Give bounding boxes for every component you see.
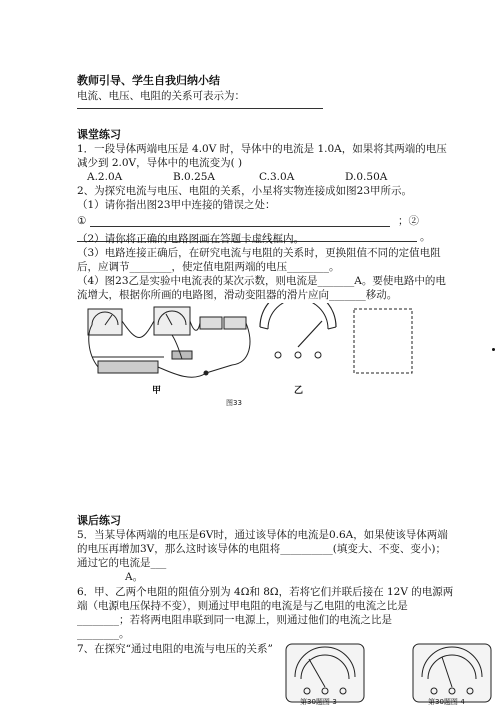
battery-icon xyxy=(200,317,222,329)
meter-figure-right xyxy=(412,643,492,705)
q2-sub2: （2）请你将正确的电路图画在答题卡虚线框内。 xyxy=(77,233,305,245)
q5-line4: A。 xyxy=(125,571,144,583)
q5-line1: 5．当某导体两端的电压是6V时，通过该导体的电流是0.6A，如果使该导体两端 xyxy=(77,529,448,541)
q1-option-c: C.3.0A xyxy=(259,171,295,183)
q6-line1: 6．甲、乙两个电阻的阻值分别为 4Ω和 8Ω，若将它们并联后接在 12V 的电源两 xyxy=(77,586,454,598)
class-practice-heading: 课堂练习 xyxy=(77,128,121,141)
q6-line3: ________；若将两电阻串联到同一电源上，则通过他们的电流之比是 xyxy=(77,614,392,626)
margin-dot xyxy=(492,348,495,351)
q1-option-d: D.0.50A xyxy=(345,171,388,183)
meter-figure-left xyxy=(285,643,365,705)
answer-line xyxy=(90,226,390,227)
q2-semicolon: ；② xyxy=(398,215,419,227)
q2-circle1: ① xyxy=(77,215,87,227)
homework-heading: 课后练习 xyxy=(77,514,121,527)
q1-options xyxy=(87,171,431,184)
q1-line1: 1．一段导体两端电压是 4.0V 时，导体中的电流是 1.0A，如果将其两端的电压 xyxy=(77,143,447,155)
q2-sub1: （1）请你指出图23甲中连接的错误之处： xyxy=(77,199,276,211)
switch-icon xyxy=(206,365,232,373)
q5-line3: 通过它的电流是___ xyxy=(77,557,167,569)
q1-option-a: A.2.0A xyxy=(87,171,123,183)
summary-prompt: 电流、电压、电阻的关系可表示为： xyxy=(77,90,245,102)
q2-sub3-line2: 后，应调节________，使定值电阻两端的电压________。 xyxy=(77,261,340,273)
q2-line1: 2、为探究电流与电压、电阻的关系，小星将实物连接成如图23甲所示。 xyxy=(77,185,413,197)
summary-heading: 教师引导、学生自我归纳小结 xyxy=(77,74,220,87)
meter-caption-left: 第30题图-3 xyxy=(300,698,337,706)
fig-caption: 图33 xyxy=(226,399,242,407)
q6-line2: 端（电源电压保持不变），则通过甲电阻的电流是与乙电阻的电流之比是 xyxy=(77,600,408,612)
answer-dashed-box xyxy=(354,309,412,373)
q1-option-b: B.0.25A xyxy=(173,171,216,183)
q2-sub4-line1: （4）图23乙是实验中电流表的某次示数，则电流是_______A。要使电路中的电 xyxy=(77,275,446,287)
q2-end: 。 xyxy=(420,231,431,243)
q1-line2: 减少到 2.0V，导体中的电流变为( ) xyxy=(77,157,243,169)
q2-sub3-line1: （3）电路连接正确后，在研究电流与电阻的关系时，更换阻值不同的定值电阻 xyxy=(77,247,441,259)
q5-line2: 的电压再增加3V，那么这时该导体的电阻将__________(填变大、不变、变小)； xyxy=(77,543,446,555)
fig-label-jia: 甲 xyxy=(152,386,162,396)
voltmeter-icon xyxy=(88,309,122,335)
answer-line xyxy=(77,108,323,109)
figure-circuit xyxy=(82,303,422,403)
q6-line4: ________。 xyxy=(77,628,130,640)
q7-line1: 7、在探究“通过电阻的电流与电压的关系” xyxy=(77,643,273,655)
meter-caption-right: 第30题图-4 xyxy=(428,698,465,706)
fig-label-yi: 乙 xyxy=(294,386,304,396)
rheostat-icon xyxy=(98,361,158,373)
q2-sub4-line2: 流增大，根据你所画的电路图，滑动变阻器的滑片应向_______移动。 xyxy=(77,289,398,301)
